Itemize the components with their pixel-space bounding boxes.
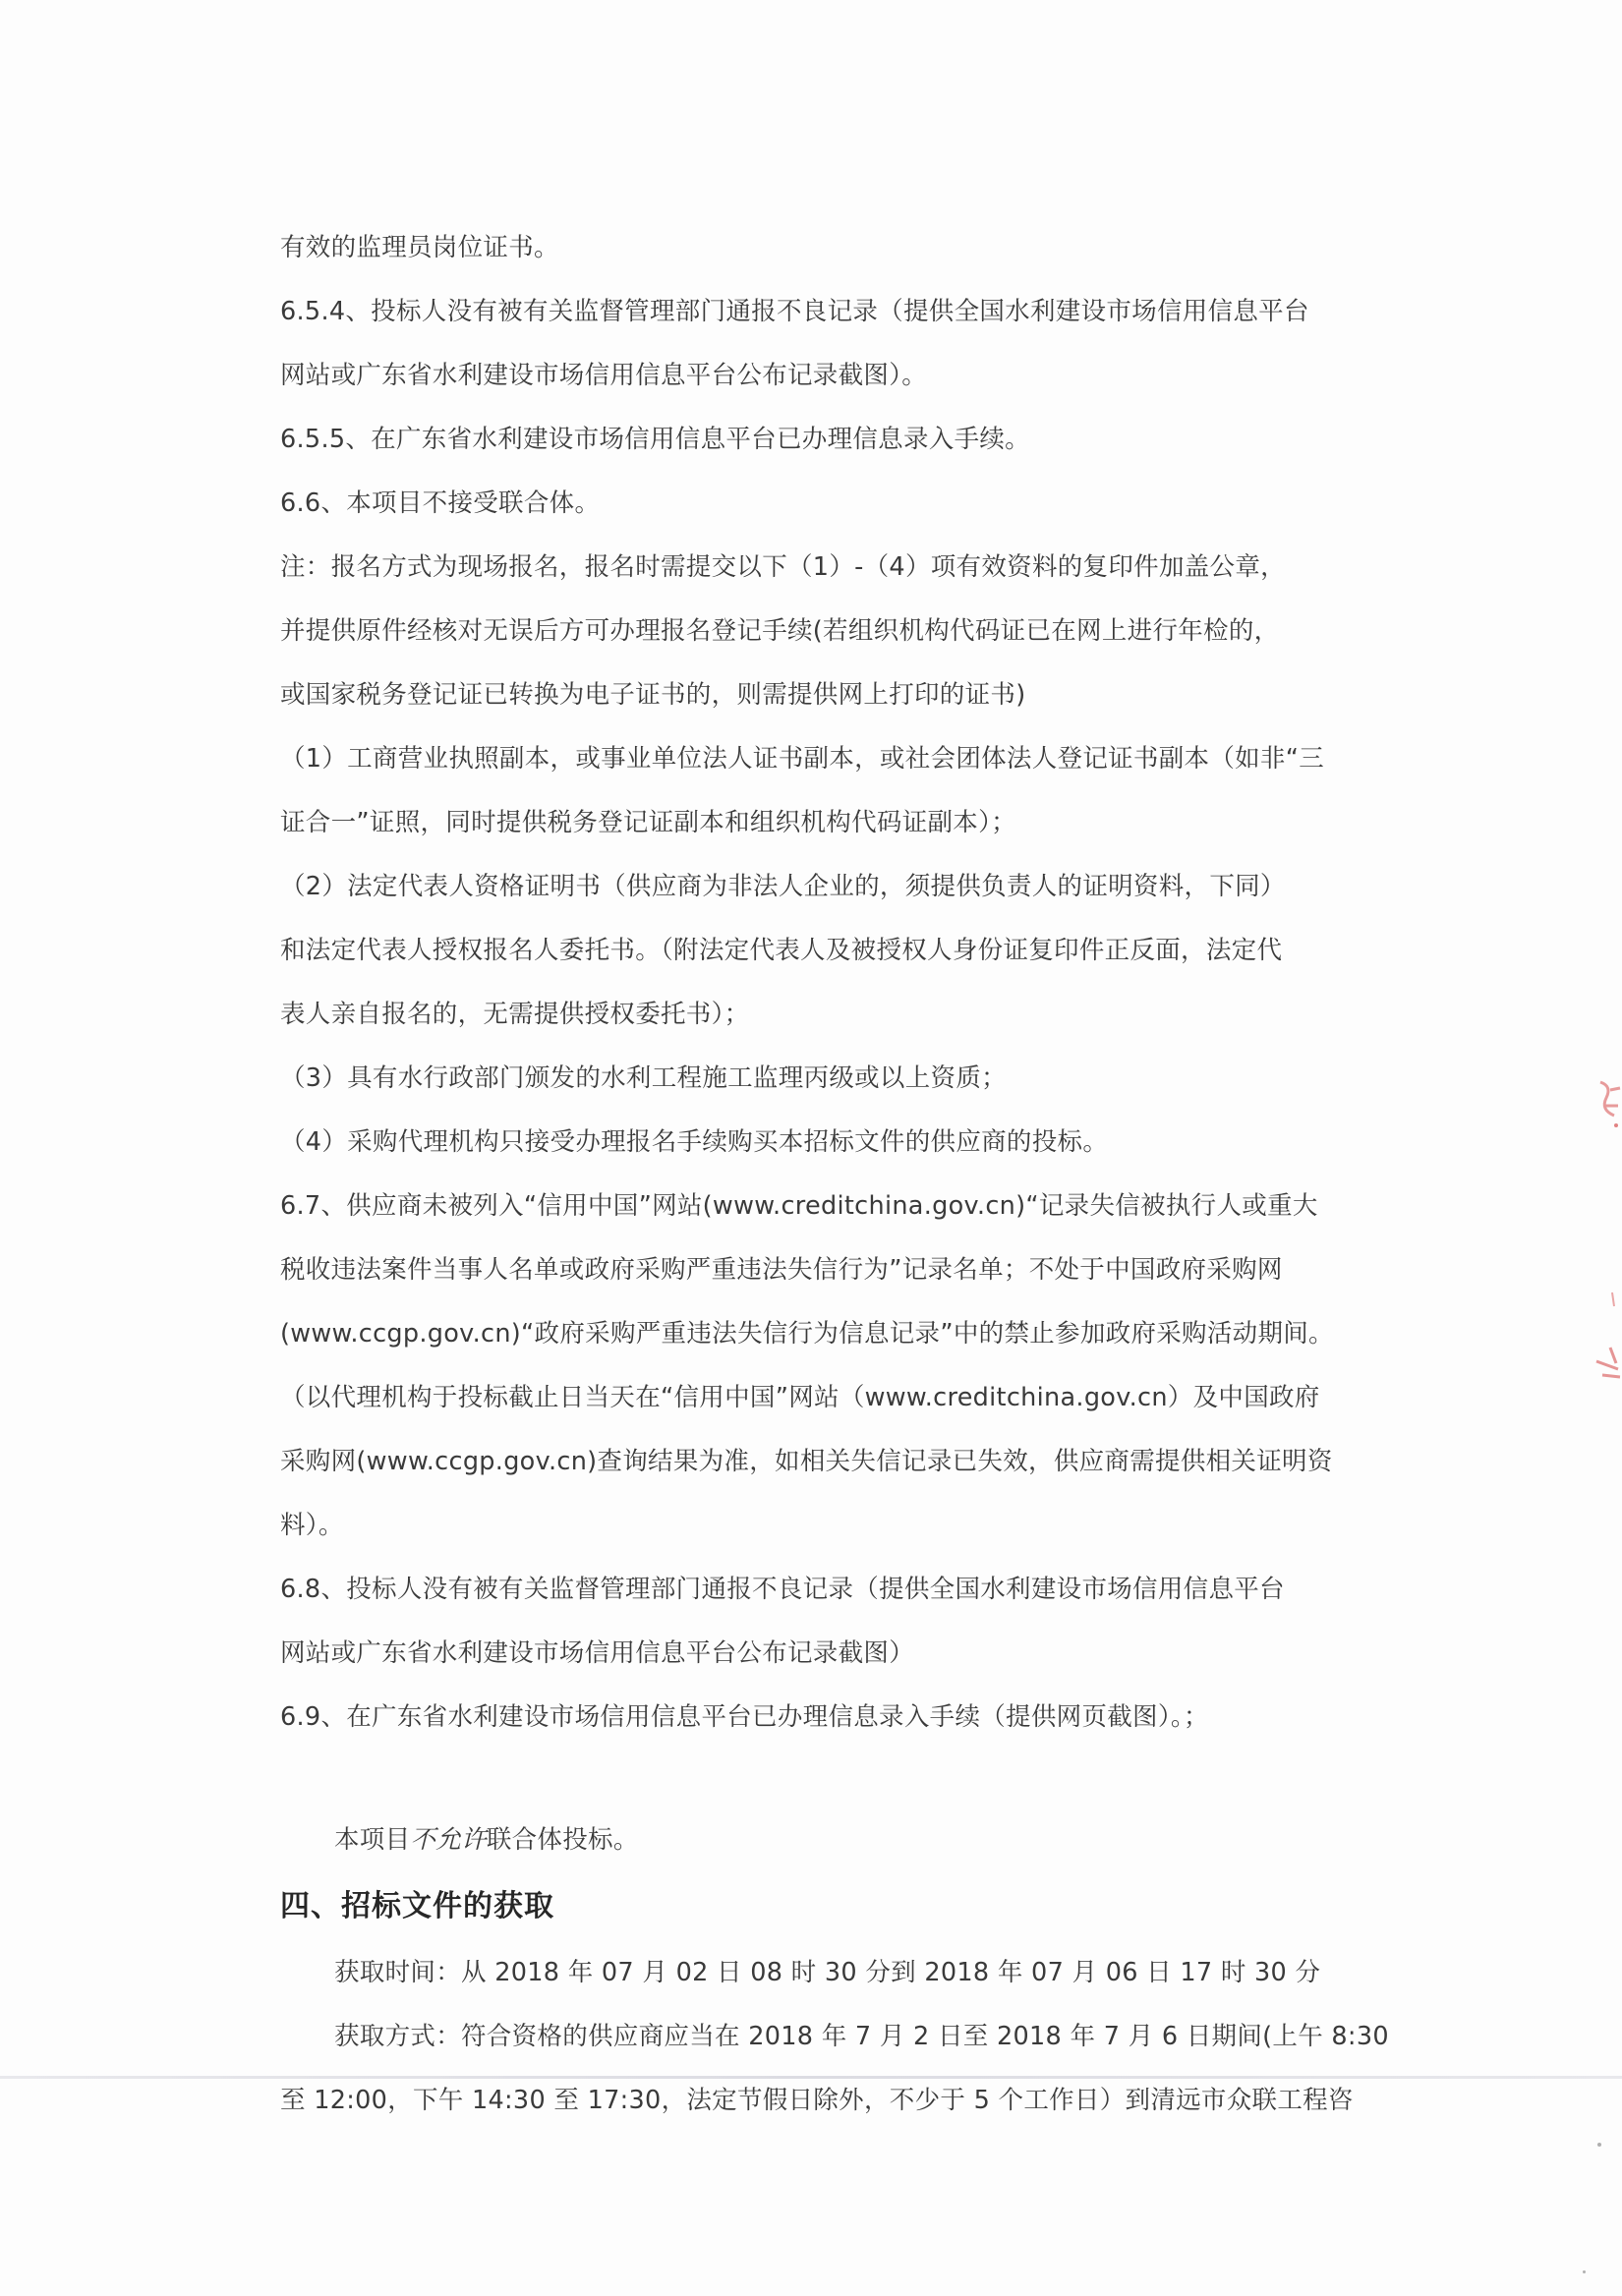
- clause-6-6: 6.6、本项目不接受联合体。: [280, 488, 601, 518]
- acquisition-method-continued: 至 12:00，下午 14:30 至 17:30，法定节假日除外，不少于 5 个工作日）到清远市众联工程咨: [280, 2086, 1354, 2115]
- text-line: 表人亲自报名的，无需提供授权委托书）；: [280, 1000, 750, 1029]
- requirement-item-4: （4）采购代理机构只接受办理报名手续购买本招标文件的供应商的投标。: [280, 1127, 1109, 1157]
- consortium-note-prefix: 本项目: [334, 1825, 411, 1855]
- paragraph-gap: [280, 1750, 1386, 1808]
- text-line: 并提供原件经核对无误后方可办理报名登记手续(若组织机构代码证已在网上进行年检的，: [280, 616, 1280, 646]
- text-line: （以代理机构于投标截止日当天在“信用中国”网站（www.creditchina.gov.cn）及中国政府: [280, 1383, 1320, 1412]
- text-line: 料）。: [280, 1511, 344, 1540]
- requirement-item-1: （1）工商营业执照副本，或事业单位法人证书副本，或社会团体法人登记证书副本（如非“三: [280, 744, 1325, 774]
- seal-fragment-icon: [1593, 1342, 1622, 1386]
- text-line: 网站或广东省水利建设市场信用信息平台公布记录截图）: [280, 1638, 915, 1668]
- seal-fragment-icon: [1593, 1076, 1622, 1135]
- text-line: 税收违法案件当事人名单或政府采购严重违法失信行为”记录名单；不处于中国政府采购网: [280, 1255, 1283, 1285]
- scan-speck: [1597, 2143, 1601, 2147]
- acquisition-method: 获取方式：符合资格的供应商应当在 2018 年 7 月 2 日至 2018 年 7 月 6 日期间(上午 8:30: [334, 2022, 1389, 2051]
- text-line: 有效的监理员岗位证书。: [280, 233, 559, 262]
- clause-6-8: 6.8、投标人没有被有关监督管理部门通报不良记录（提供全国水利建设市场信用信息平台: [280, 1575, 1285, 1604]
- requirement-item-2: （2）法定代表人资格证明书（供应商为非法人企业的，须提供负责人的证明资料，下同）: [280, 872, 1286, 901]
- consortium-note-emphasis: 不允许: [410, 1825, 487, 1855]
- clause-6-9: 6.9、在广东省水利建设市场信用信息平台已办理信息录入手续（提供网页截图）。；: [280, 1702, 1209, 1732]
- text-line: 证合一”证照，同时提供税务登记证副本和组织机构代码证副本）；: [280, 808, 1016, 837]
- text-line: 和法定代表人授权报名人委托书。（附法定代表人及被授权人身份证复印件正反面，法定代: [280, 936, 1283, 965]
- clause-6-7: 6.7、供应商未被列入“信用中国”网站(www.creditchina.gov.cn)“记录失信被执行人或重大: [280, 1191, 1318, 1221]
- consortium-note: [280, 1808, 1386, 1872]
- seal-fragment-icon: [1593, 1288, 1622, 1307]
- clause-6-5-4: 6.5.4、投标人没有被有关监督管理部门通报不良记录（提供全国水利建设市场信用信息平台: [280, 297, 1309, 326]
- acquisition-time: 获取时间：从 2018 年 07 月 02 日 08 时 30 分到 2018 年 07 月 06 日 17 时 30 分: [334, 1958, 1321, 1987]
- clause-6-5-5: 6.5.5、在广东省水利建设市场信用信息平台已办理信息录入手续。: [280, 425, 1030, 454]
- text-line: (www.ccgp.gov.cn)“政府采购严重违法失信行为信息记录”中的禁止参加政府采购活动期间。: [280, 1319, 1334, 1349]
- scan-speck: [1583, 2270, 1586, 2273]
- text-line: 采购网(www.ccgp.gov.cn)查询结果为准，如相关失信记录已失效，供应商需提供相关证明资: [280, 1447, 1333, 1476]
- registration-note: 注：报名方式为现场报名，报名时需提交以下（1）-（4）项有效资料的复印件加盖公章，: [280, 552, 1286, 582]
- requirement-item-3: （3）具有水行政部门颁发的水利工程施工监理丙级或以上资质；: [280, 1063, 1007, 1093]
- text-line: 或国家税务登记证已转换为电子证书的，则需提供网上打印的证书): [280, 680, 1026, 710]
- section-heading: 四、招标文件的获取: [280, 1889, 554, 1923]
- consortium-note-suffix: 联合体投标。: [486, 1825, 639, 1855]
- scan-fold-line: [0, 2076, 1622, 2079]
- document-body: [280, 216, 1389, 2133]
- text-line: 网站或广东省水利建设市场信用信息平台公布记录截图）。: [280, 361, 928, 390]
